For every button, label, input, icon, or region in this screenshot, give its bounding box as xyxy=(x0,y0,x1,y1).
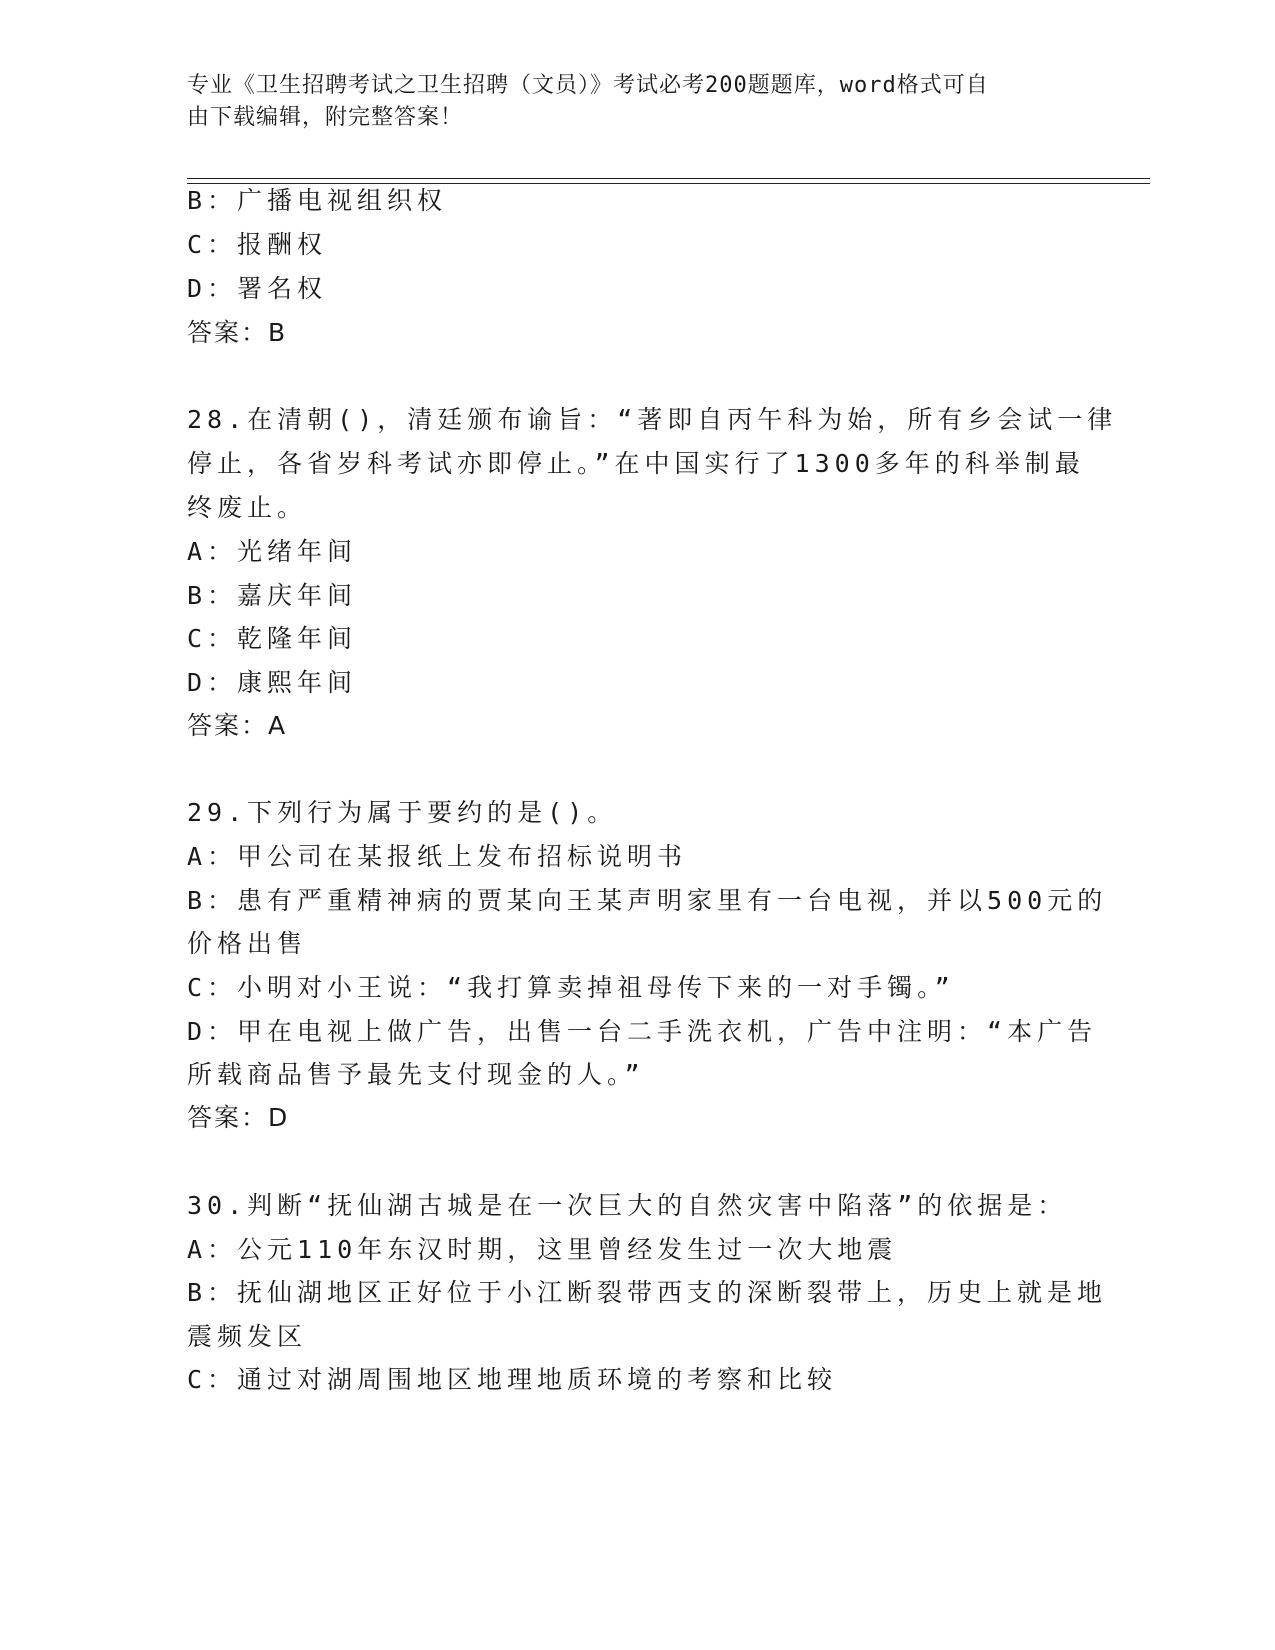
option-b-continued: 价格出售 xyxy=(187,929,308,958)
option-b: B：抚仙湖地区正好位于小江断裂带西支的深断裂带上，历史上就是地 xyxy=(187,1278,1108,1307)
option-a: A：光绪年间 xyxy=(187,537,358,566)
option-d: D：康熙年间 xyxy=(187,668,358,697)
option-d: D：甲在电视上做广告，出售一台二手洗衣机，广告中注明：“本广告 xyxy=(187,1017,1098,1046)
question-stem-line: 28.在清朝()，清廷颁布谕旨：“著即自丙午科为始，所有乡会试一律 xyxy=(187,405,1118,434)
answer-label: 答案：D xyxy=(187,1103,290,1132)
header-line-1: 专业《卫生招聘考试之卫生招聘（文员）》考试必考200题题库，word格式可自 xyxy=(187,73,989,98)
option-d-continued: 所载商品售予最先支付现金的人。” xyxy=(187,1060,645,1089)
option-c: C：通过对湖周围地区地理地质环境的考察和比较 xyxy=(187,1365,838,1394)
option-b: B：嘉庆年间 xyxy=(187,581,358,610)
option-c: C：小明对小王说：“我打算卖掉祖母传下来的一对手镯。” xyxy=(187,973,955,1002)
header-divider-top xyxy=(187,178,1150,179)
option-c: C：报酬权 xyxy=(187,230,328,259)
option-a: A：公元110年东汉时期，这里曾经发生过一次大地震 xyxy=(187,1235,898,1264)
question-stem-line: 终废止。 xyxy=(187,493,308,522)
option-a: A：甲公司在某报纸上发布招标说明书 xyxy=(187,842,688,871)
document-header xyxy=(187,70,1067,134)
option-b-continued: 震频发区 xyxy=(187,1322,308,1351)
question-stem-line: 29.下列行为属于要约的是()。 xyxy=(187,798,618,827)
option-d: D：署名权 xyxy=(187,274,328,303)
answer-label: 答案：B xyxy=(187,318,288,347)
option-b: B：患有严重精神病的贾某向王某声明家里有一台电视，并以500元的 xyxy=(187,886,1108,915)
question-stem-line: 停止，各省岁科考试亦即停止。”在中国实行了1300多年的科举制最 xyxy=(187,449,1085,478)
question-stem-line: 30.判断“抚仙湖古城是在一次巨大的自然灾害中陷落”的依据是： xyxy=(187,1191,1068,1220)
answer-label: 答案：A xyxy=(187,711,288,740)
header-line-2: 由下载编辑，附完整答案！ xyxy=(187,105,464,130)
option-c: C：乾隆年间 xyxy=(187,624,358,653)
option-b: B：广播电视组织权 xyxy=(187,186,448,215)
header-divider-bottom xyxy=(187,183,1150,184)
